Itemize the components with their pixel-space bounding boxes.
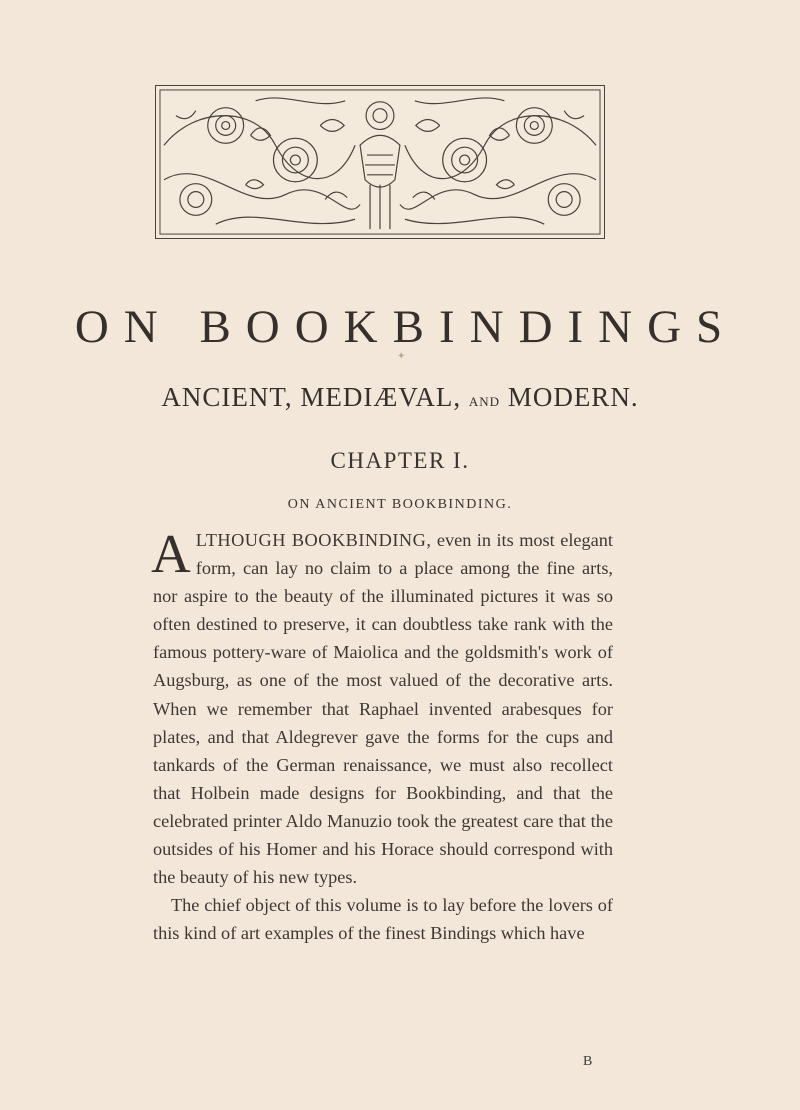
first-words: LTHOUGH BOOKBINDING, (195, 530, 432, 550)
headpiece-ornament-icon (155, 85, 605, 239)
subtitle-part-1: ANCIENT, MEDIÆVAL, (161, 382, 462, 412)
small-ornament-icon: ✦ (397, 351, 406, 362)
subtitle-and: and (468, 390, 501, 410)
paragraph-2: The chief object of this volume is to lay before the lovers of this kind of art examples of the finest Bindings which have (153, 895, 613, 944)
book-subtitle (0, 382, 800, 413)
chapter-heading: CHAPTER I. (330, 448, 470, 473)
drop-cap: A (151, 523, 191, 584)
book-title: ON BOOKBINDINGS (74, 301, 738, 353)
paragraph-1-text: even in its most elegant form, can lay no claim to a place among the fine arts, nor aspire to the beauty of the illuminated pictures it was so often destined to preserve, it can doubtless take rank with the famous pottery-ware of Maiolica and the goldsmith's work of Augsburg, as one of the most valued of the decorative arts. When we remember that Raphael invented arabesques for plates, and that Aldegrever gave the forms for the cups and tankards of the German renaissance, we must also recollect that Holbein made designs for Bookbinding, and that the celebrated printer Aldo Manuzio took the greatest care that the outsides of his Homer and his Horace should correspond with the beauty of his new types. (153, 530, 613, 888)
subtitle-part-2: MODERN. (507, 382, 639, 412)
signature-mark: B (583, 1054, 593, 1069)
body-text (151, 523, 613, 947)
paragraph-1 (151, 523, 613, 891)
section-heading: ON ANCIENT BOOKBINDING. (287, 497, 513, 512)
